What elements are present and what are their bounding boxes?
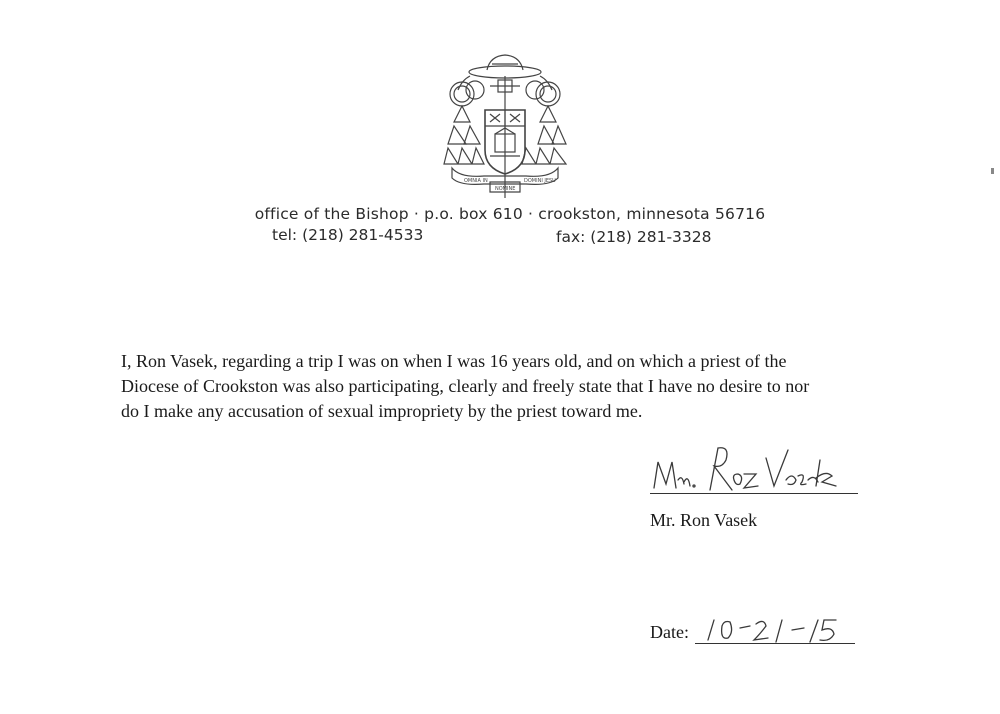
- handwritten-signature: [648, 440, 863, 500]
- statement-line-1: I, Ron Vasek, regarding a trip I was on when I was 16 years old, and on which a priest of the: [121, 351, 787, 371]
- letterhead-telephone: tel: (218) 281-4533: [272, 226, 424, 244]
- signatory-printed-name: Mr. Ron Vasek: [650, 510, 758, 530]
- bishop-coat-of-arms: [440, 50, 570, 200]
- crest-motto-center: NOMINE: [495, 186, 516, 192]
- statement-body: [121, 349, 901, 424]
- crest-motto-left: OMNIA IN: [464, 178, 488, 184]
- statement-line-2: Diocese of Crookston was also participating, clearly and freely state that I have no desire to nor: [121, 376, 810, 396]
- crest-motto-right: DOMINI JESU: [524, 178, 556, 184]
- date-line: [695, 643, 855, 644]
- letterhead-address: office of the Bishop · p.o. box 610 · crookston, minnesota 56716: [254, 205, 766, 223]
- scan-edge-mark: [991, 168, 994, 174]
- letterhead-fax: fax: (218) 281-3328: [556, 228, 712, 246]
- signature-line: [650, 493, 858, 494]
- date-label: Date:: [650, 622, 689, 642]
- statement-line-3: do I make any accusation of sexual impropriety by the priest toward me.: [121, 401, 643, 421]
